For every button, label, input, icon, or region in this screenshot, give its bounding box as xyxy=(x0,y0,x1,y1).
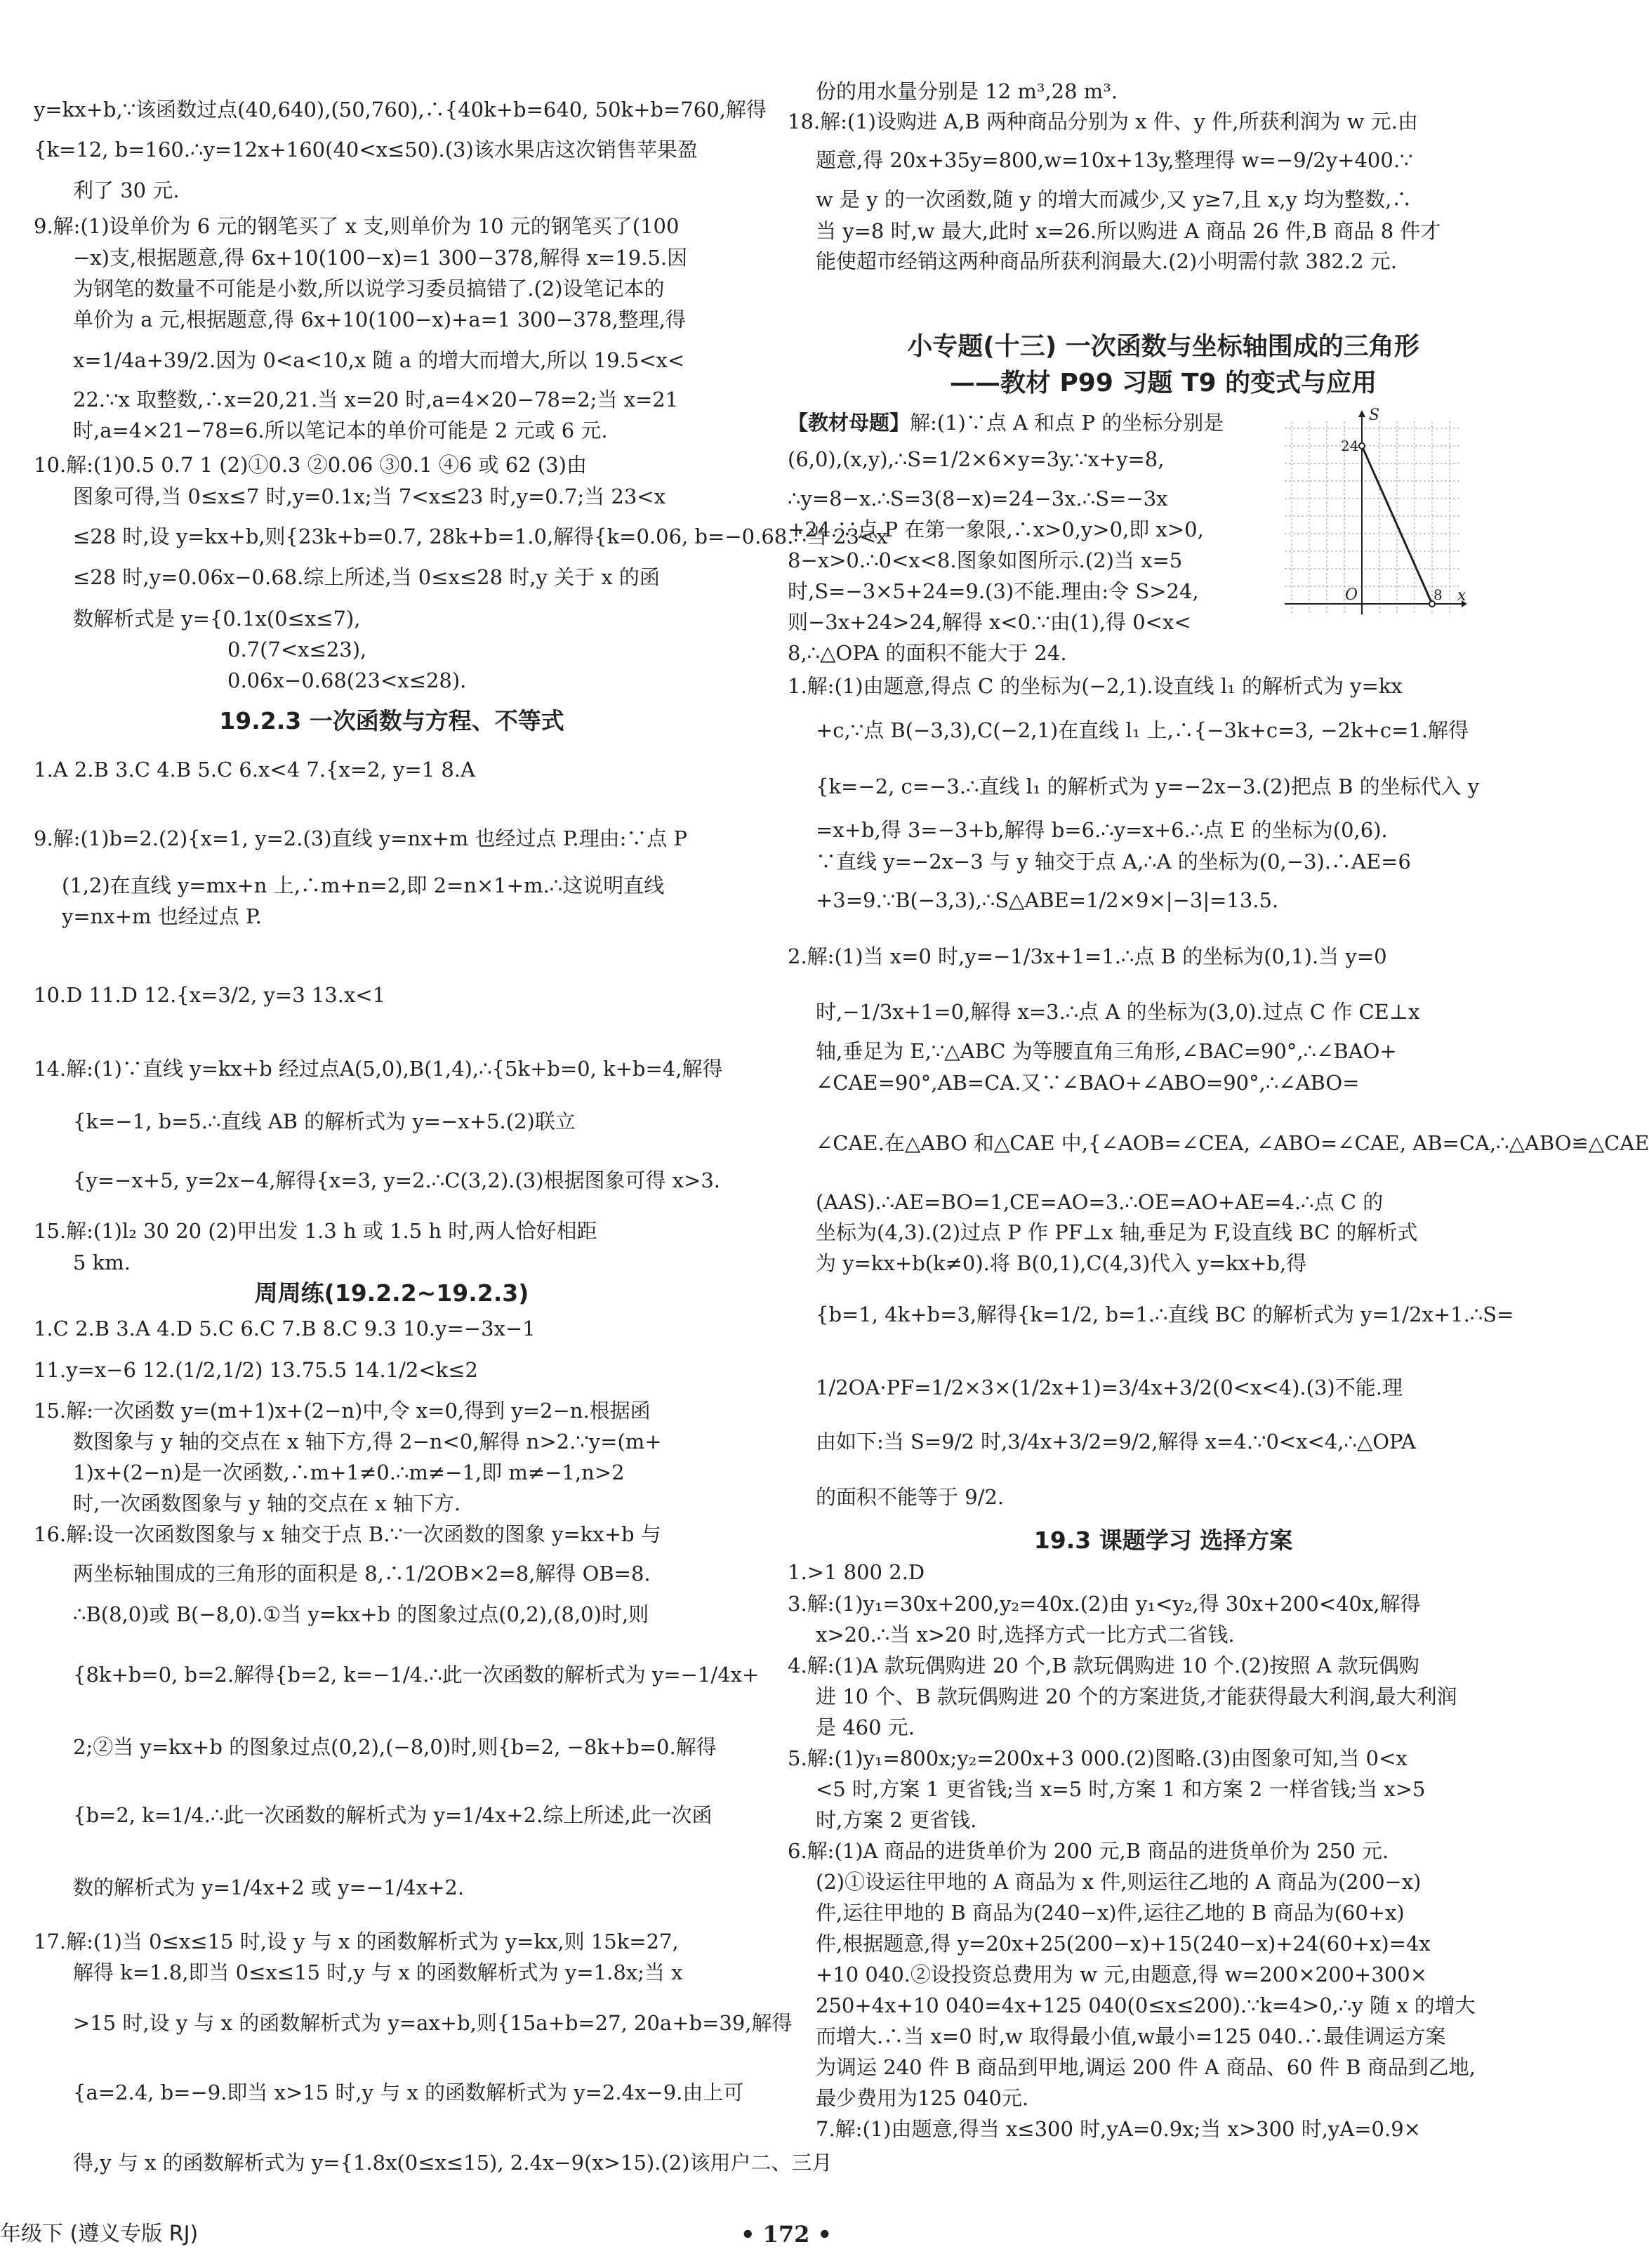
text-line: x>20.∴当 x>20 时,选择方式一比方式二省钱. xyxy=(816,1623,1235,1647)
text-line: 10.解:(1)0.5 0.7 1 (2)①0.3 ②0.06 ③0.1 ④6 或 62 (3)由 xyxy=(34,453,587,477)
text-line: {8k+b=0, b=2.解得{b=2, k=−1/4.∴此一次函数的解析式为 y=−1/4x+ xyxy=(73,1663,760,1687)
text-line: y=kx+b,∵该函数过点(40,640),(50,760),∴{40k+b=640, 50k+b=760,解得 xyxy=(34,98,767,121)
area-function-graph xyxy=(1278,407,1467,625)
text-line: 能使超市经销这两种商品所获利润最大.(2)小明需付款 382.2 元. xyxy=(816,249,1397,273)
text-line: {y=−x+5, y=2x−4,解得{x=3, y=2.∴C(3,2).(3)根据图象可得 x>3. xyxy=(73,1168,720,1192)
y-intercept-label: 24 xyxy=(1341,437,1359,454)
section-heading-weekly: 周周练(19.2.2~19.2.3) xyxy=(254,1279,529,1307)
text-line: 18.解:(1)设购进 A,B 两种商品分别为 x 件、y 件,所获利润为 w 元.由 xyxy=(788,110,1418,133)
text-line: 件,根据题意,得 y=20x+25(200−x)+15(240−x)+24(60+x)=4x xyxy=(816,1932,1431,1956)
text-line: 单价为 a 元,根据题意,得 6x+10(100−x)+a=1 300−378,整理,得 xyxy=(73,308,687,331)
text-line: ≤28 时,y=0.06x−0.68.综上所述,当 0≤x≤28 时,y 关于 x 的函 xyxy=(73,565,660,589)
text-line: 由如下:当 S=9/2 时,3/4x+3/2=9/2,解得 x=4.∵0<x<4,∴△OPA xyxy=(816,1430,1416,1453)
text-line: 1.解:(1)由题意,得点 C 的坐标为(−2,1).设直线 l₁ 的解析式为 y=kx xyxy=(788,674,1403,698)
text-line: 1)x+(2−n)是一次函数,∴m+1≠0.∴m≠−1,即 m≠−1,n>2 xyxy=(73,1461,625,1484)
textbook-problem-tag: 【教材母题】 xyxy=(788,411,910,435)
text-line: 利了 30 元. xyxy=(73,178,180,202)
text-line: ∴y=8−x.∴S=3(8−x)=24−3x.∴S=−3x xyxy=(788,487,1168,510)
text-line: 是 460 元. xyxy=(816,1715,915,1739)
text-line: x=1/4a+39/2.因为 0<a<10,x 随 a 的增大而增大,所以 19.5<x< xyxy=(73,348,685,372)
text-line: 数解析式是 y={0.1x(0≤x≤7), xyxy=(73,607,361,631)
origin-label: O xyxy=(1345,586,1358,604)
text-line: 14.解:(1)∵直线 y=kx+b 经过点A(5,0),B(1,4),∴{5k+b=0, k+b=4,解得 xyxy=(34,1057,723,1081)
text-line: 而增大.∴当 x=0 时,w 取得最小值,w最小=125 040.∴最佳调运方案 xyxy=(816,2024,1446,2048)
text-line: 22.∵x 取整数,∴x=20,21.当 x=20 时,a=4×20−78=2;当 x=21 xyxy=(73,388,679,411)
text-line: {b=2, k=1/4.∴此一次函数的解析式为 y=1/4x+2.综上所述,此一次函 xyxy=(73,1803,713,1827)
text-line: 1.C 2.B 3.A 4.D 5.C 6.C 7.B 8.C 9.3 10.y=−3x−1 xyxy=(34,1317,536,1340)
text-line: (6,0),(x,y),∴S=1/2×6×y=3y.∵x+y=8, xyxy=(788,447,1165,471)
text-line: w 是 y 的一次函数,随 y 的增大而减少,又 y≥7,且 x,y 均为整数,∴ xyxy=(816,187,1412,211)
graph-grid xyxy=(1285,421,1460,614)
text-line: y=nx+m 也经过点 P. xyxy=(62,904,262,928)
text-line: {b=1, 4k+b=3,解得{k=1/2, b=1.∴直线 BC 的解析式为 y=1/2x+1.∴S= xyxy=(816,1303,1514,1326)
text-line: 轴,垂足为 E,∵△ABC 为等腰直角三角形,∠BAC=90°,∴∠BAO+ xyxy=(816,1039,1397,1063)
text-line: 两坐标轴围成的三角形的面积是 8,∴1/2OB×2=8,解得 OB=8. xyxy=(73,1562,651,1585)
textbook-problem-text: 解:(1)∵点 A 和点 P 的坐标分别是 xyxy=(910,411,1224,435)
page-number: • 172 • xyxy=(741,2221,832,2248)
text-line: 8,∴△OPA 的面积不能大于 24. xyxy=(788,641,1067,665)
text-line: 数的解析式为 y=1/4x+2 或 y=−1/4x+2. xyxy=(73,1875,465,1899)
open-point-start xyxy=(1359,443,1365,449)
text-line: 进 10 个、B 款玩偶购进 20 个的方案进货,才能获得最大利润,最大利润 xyxy=(816,1684,1457,1708)
text-line: 17.解:(1)当 0≤x≤15 时,设 y 与 x 的函数解析式为 y=kx,则 15k=27, xyxy=(34,1930,679,1953)
x-axis-label: x xyxy=(1457,587,1466,605)
topic-title-line-1: 小专题(十三) 一次函数与坐标轴围成的三角形 xyxy=(907,332,1419,361)
text-line: 8−x>0.∴0<x<8.图象如图所示.(2)当 x=5 xyxy=(788,548,1183,572)
x-intercept-label: 8 xyxy=(1433,586,1443,603)
section-heading-19-2-3: 19.2.3 一次函数与方程、不等式 xyxy=(219,707,564,734)
text-line: ∴B(8,0)或 B(−8,0).①当 y=kx+b 的图象过点(0,2),(8,0)时,则 xyxy=(73,1602,649,1626)
text-line: 数图象与 y 轴的交点在 x 轴下方,得 2−n<0,解得 n>2.∵y=(m+ xyxy=(73,1430,662,1453)
text-line: 图象可得,当 0≤x≤7 时,y=0.1x;当 7<x≤23 时,y=0.7;当 23<x xyxy=(73,484,665,508)
text-line: +3=9.∵B(−3,3),∴S△ABE=1/2×9×|−3|=13.5. xyxy=(816,888,1279,912)
text-line: 15.解:(1)l₂ 30 20 (2)甲出发 1.3 h 或 1.5 h 时,两人恰好相距 xyxy=(34,1219,597,1243)
text-line: 16.解:设一次函数图象与 x 轴交于点 B.∵一次函数的图象 y=kx+b 与 xyxy=(34,1522,661,1546)
text-line: 1.>1 800 2.D xyxy=(788,1560,925,1584)
text-line: 6.解:(1)A 商品的进货单价为 200 元,B 商品的进货单价为 250 元. xyxy=(788,1839,1389,1863)
text-line: 2.解:(1)当 x=0 时,y=−1/3x+1=1.∴点 B 的坐标为(0,1).当 y=0 xyxy=(788,944,1387,968)
text-line: {k=−2, c=−3.∴直线 l₁ 的解析式为 y=−2x−3.(2)把点 B 的坐标代入 y xyxy=(816,774,1480,798)
text-line: 时,−1/3x+1=0,解得 x=3.∴点 A 的坐标为(3,0).过点 C 作 CE⊥x xyxy=(816,1000,1420,1024)
text-line: 份的用水量分别是 12 m³,28 m³. xyxy=(816,79,1118,103)
text-line: 解得 k=1.8,即当 0≤x≤15 时,y 与 x 的函数解析式为 y=1.8x;当 x xyxy=(73,1960,683,1984)
text-line: 得,y 与 x 的函数解析式为 y={1.8x(0≤x≤15), 2.4x−9(x>15).(2)该用户二、三月 xyxy=(73,2151,833,2175)
text-line: 最少费用为125 040元. xyxy=(816,2086,1029,2110)
text-line: 10.D 11.D 12.{x=3/2, y=3 13.x<1 xyxy=(34,983,386,1007)
text-line: =x+b,得 3=−3+b,解得 b=6.∴y=x+6.∴点 E 的坐标为(0,6). xyxy=(816,818,1388,842)
text-line: 为 y=kx+b(k≠0).将 B(0,1),C(4,3)代入 y=kx+b,得 xyxy=(816,1251,1307,1275)
text-line: ∠CAE.在△ABO 和△CAE 中,{∠AOB=∠CEA, ∠ABO=∠CAE, AB=CA,∴△ABO≌△CAE xyxy=(816,1131,1649,1155)
text-line: 1.A 2.B 3.C 4.B 5.C 6.x<4 7.{x=2, y=1 8.A xyxy=(34,758,475,782)
text-line: {a=2.4, b=−9.即当 x>15 时,y 与 x 的函数解析式为 y=2.4x−9.由上可 xyxy=(73,2081,744,2104)
text-line: +10 040.②设投资总费用为 w 元,由题意,得 w=200×200+300× xyxy=(816,1963,1427,1986)
text-line: 7.解:(1)由题意,得当 x≤300 时,yA=0.9x;当 x>300 时,yA=0.9× xyxy=(816,2117,1421,2141)
s-axis-label: S xyxy=(1369,407,1380,424)
text-line: <5 时,方案 1 更省钱;当 x=5 时,方案 1 和方案 2 一样省钱;当 x>5 xyxy=(816,1777,1426,1801)
text-line: ≤28 时,设 y=kx+b,则{23k+b=0.7, 28k+b=1.0,解得{k=0.06, b=−0.68.∴当 23<x xyxy=(73,525,888,548)
text-line: 件,运往甲地的 B 商品为(240−x)件,运往乙地的 B 商品为(60+x) xyxy=(816,1901,1405,1925)
text-line: 0.7(7<x≤23), xyxy=(227,638,367,661)
text-line: 时,方案 2 更省钱. xyxy=(816,1808,977,1832)
text-line: 的面积不能等于 9/2. xyxy=(816,1485,1005,1509)
text-line: 15.解:一次函数 y=(m+1)x+(2−n)中,令 x=0,得到 y=2−n.根据函 xyxy=(34,1399,651,1423)
section-heading-19-3: 19.3 课题学习 选择方案 xyxy=(1033,1527,1293,1554)
text-line: {k=−1, b=5.∴直线 AB 的解析式为 y=−x+5.(2)联立 xyxy=(73,1109,576,1133)
footer-edition: 年级下 (遵义专版 RJ) xyxy=(0,2222,199,2246)
text-line: 题意,得 20x+35y=800,w=10x+13y,整理得 w=−9/2y+400.∵ xyxy=(816,148,1413,172)
text-line: 11.y=x−6 12.(1/2,1/2) 13.75.5 14.1/2<k≤2 xyxy=(34,1358,478,1382)
text-line: +c,∵点 B(−3,3),C(−2,1)在直线 l₁ 上,∴{−3k+c=3, −2k+c=1.解得 xyxy=(816,718,1469,742)
text-line: 9.解:(1)b=2.(2){x=1, y=2.(3)直线 y=nx+m 也经过点 P.理由:∵点 P xyxy=(34,826,688,850)
text-line: 5 km. xyxy=(73,1251,131,1274)
text-line: {k=12, b=160.∴y=12x+160(40<x≤50).(3)该水果店这次销售苹果盈 xyxy=(34,138,698,161)
text-line: 时,S=−3×5+24=9.(3)不能.理由:令 S>24, xyxy=(788,579,1199,603)
text-line: (AAS).∴AE=BO=1,CE=AO=3.∴OE=AO+AE=4.∴点 C 的 xyxy=(816,1190,1384,1214)
topic-title-line-2: ——教材 P99 习题 T9 的变式与应用 xyxy=(949,369,1377,397)
text-line: +24.∵点 P 在第一象限,∴x>0,y>0,即 x>0, xyxy=(788,517,1204,541)
text-line: 为钢笔的数量不可能是小数,所以说学习委员搞错了.(2)设笔记本的 xyxy=(73,277,665,301)
text-line: 9.解:(1)设单价为 6 元的钢笔买了 x 支,则单价为 10 元的钢笔买了(100 xyxy=(34,214,680,238)
text-line: 1/2OA·PF=1/2×3×(1/2x+1)=3/4x+3/2(0<x<4).(3)不能.理 xyxy=(816,1376,1403,1399)
text-line: 2;②当 y=kx+b 的图象过点(0,2),(−8,0)时,则{b=2, −8k+b=0.解得 xyxy=(73,1735,717,1759)
text-line: 时,一次函数图象与 y 轴的交点在 x 轴下方. xyxy=(73,1491,461,1515)
text-line: −x)支,根据题意,得 6x+10(100−x)=1 300−378,解得 x=19.5.因 xyxy=(73,246,688,270)
text-line: 250+4x+10 040=4x+125 040(0≤x≤200).∵k=4>0,∴y 随 x 的增大 xyxy=(816,1993,1476,2017)
text-line: 则−3x+24>24,解得 x<0.∵由(1),得 0<x< xyxy=(788,610,1191,634)
text-line: (2)①设运往甲地的 A 商品为 x 件,则运往乙地的 A 商品为(200−x) xyxy=(816,1870,1422,1894)
text-line: 5.解:(1)y₁=800x;y₂=200x+3 000.(2)图略.(3)由图象可知,当 0<x xyxy=(788,1746,1408,1770)
text-line: ∵直线 y=−2x−3 与 y 轴交于点 A,∴A 的坐标为(0,−3).∴AE=6 xyxy=(816,850,1411,873)
text-line: ∠CAE=90°,AB=CA.又∵∠BAO+∠ABO=90°,∴∠ABO= xyxy=(816,1071,1360,1095)
text-line: >15 时,设 y 与 x 的函数解析式为 y=ax+b,则{15a+b=27, 20a+b=39,解得 xyxy=(73,2011,793,2035)
text-line: (1,2)在直线 y=mx+n 上,∴m+n=2,即 2=n×1+m.∴这说明直线 xyxy=(62,873,665,897)
text-line: 时,a=4×21−78=6.所以笔记本的单价可能是 2 元或 6 元. xyxy=(73,418,608,442)
text-line: 坐标为(4,3).(2)过点 P 作 PF⊥x 轴,垂足为 F,设直线 BC 的解析式 xyxy=(816,1220,1418,1244)
text-line: 0.06x−0.68(23<x≤28). xyxy=(227,668,467,692)
text-line: 4.解:(1)A 款玩偶购进 20 个,B 款玩偶购进 10 个.(2)按照 A 款玩偶购 xyxy=(788,1654,1419,1677)
text-line: 当 y=8 时,w 最大,此时 x=26.所以购进 A 商品 26 件,B 商品 8 件才 xyxy=(816,219,1441,243)
text-line: 为调运 240 件 B 商品到甲地,调运 200 件 A 商品、60 件 B 商品到乙地, xyxy=(816,2055,1476,2079)
text-line: 3.解:(1)y₁=30x+200,y₂=40x.(2)由 y₁<y₂,得 30x+200<40x,解得 xyxy=(788,1592,1421,1616)
textbook-problem-line xyxy=(788,407,1300,438)
s-axis-arrow-icon xyxy=(1358,410,1365,417)
